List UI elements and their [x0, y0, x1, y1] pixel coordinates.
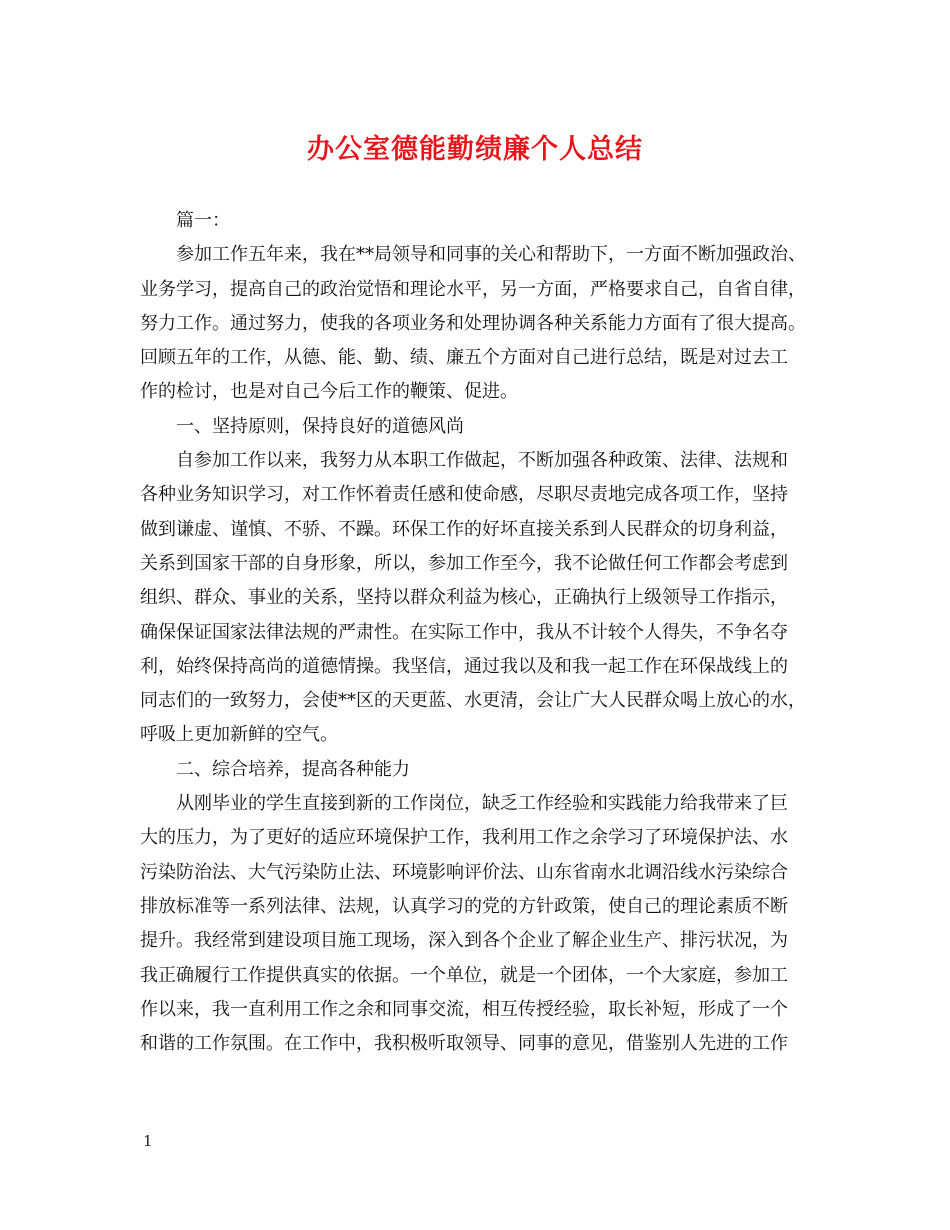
text-line: 污染防治法、大气污染防止法、环境影响评价法、山东省南水北调沿线水污染综合	[140, 861, 788, 883]
text-line: 确保保证国家法律法规的严肃性。在实际工作中，我从不计较个人得失，不争名夺	[140, 621, 788, 643]
text-line: 参加工作五年来，我在**局领导和同事的关心和帮助下，一方面不断加强政治、	[176, 244, 806, 266]
text-line: 关系到国家干部的自身形象，所以，参加工作至今，我不论做任何工作都会考虑到	[140, 552, 788, 574]
text-line: 作以来，我一直利用工作之余和同事交流，相互传授经验，取长补短，形成了一个	[140, 998, 788, 1020]
text-line: 自参加工作以来，我努力从本职工作做起，不断加强各种政策、法律、法规和	[176, 450, 788, 472]
text-line: 一、坚持原则，保持良好的道德风尚	[176, 415, 464, 437]
text-line: 二、综合培养，提高各种能力	[176, 758, 410, 780]
text-line: 作的检讨，也是对自己今后工作的鞭策、促进。	[140, 381, 518, 403]
page-title: 办公室德能勤绩廉个人总结	[307, 134, 643, 165]
text-line: 篇一：	[176, 210, 230, 231]
text-line: 同志们的一致努力，会使**区的天更蓝、水更清，会让广大人民群众喝上放心的水，	[140, 690, 806, 712]
text-line: 我正确履行工作提供真实的依据。一个单位，就是一个团体，一个大家庭，参加工	[140, 964, 788, 986]
text-line: 大的压力，为了更好的适应环境保护工作，我利用工作之余学习了环境保护法、水	[140, 827, 788, 849]
text-line: 利，始终保持高尚的道德情操。我坚信，通过我以及和我一起工作在环保战线上的	[140, 655, 788, 677]
text-line: 努力工作。通过努力，使我的各项业务和处理协调各种关系能力方面有了很大提高。	[140, 312, 806, 334]
text-line: 组织、群众、事业的关系，坚持以群众利益为核心，正确执行上级领导工作指示，	[140, 587, 788, 609]
text-line: 做到谦虚、谨慎、不骄、不躁。环保工作的好坏直接关系到人民群众的切身利益，	[140, 518, 788, 540]
text-line: 排放标准等一系列法律、法规，认真学习的党的方针政策，使自己的理论素质不断	[140, 895, 788, 917]
text-line: 呼吸上更加新鲜的空气。	[140, 724, 338, 746]
text-line: 提升。我经常到建设项目施工现场，深入到各个企业了解企业生产、排污状况，为	[140, 930, 788, 952]
text-line: 和谐的工作氛围。在工作中，我积极听取领导、同事的意见，借鉴别人先进的工作	[140, 1033, 788, 1055]
text-line: 业务学习，提高自己的政治觉悟和理论水平，另一方面，严格要求自己，自省自律，	[140, 278, 806, 300]
text-line: 从刚毕业的学生直接到新的工作岗位，缺乏工作经验和实践能力给我带来了巨	[176, 793, 788, 815]
text-line: 各种业务知识学习，对工作怀着责任感和使命感，尽职尽责地完成各项工作，坚持	[140, 484, 788, 506]
text-line: 回顾五年的工作，从德、能、勤、绩、廉五个方面对自己进行总结，既是对过去工	[140, 347, 788, 369]
document-body	[140, 204, 815, 1061]
page-number: 1	[143, 1132, 153, 1150]
